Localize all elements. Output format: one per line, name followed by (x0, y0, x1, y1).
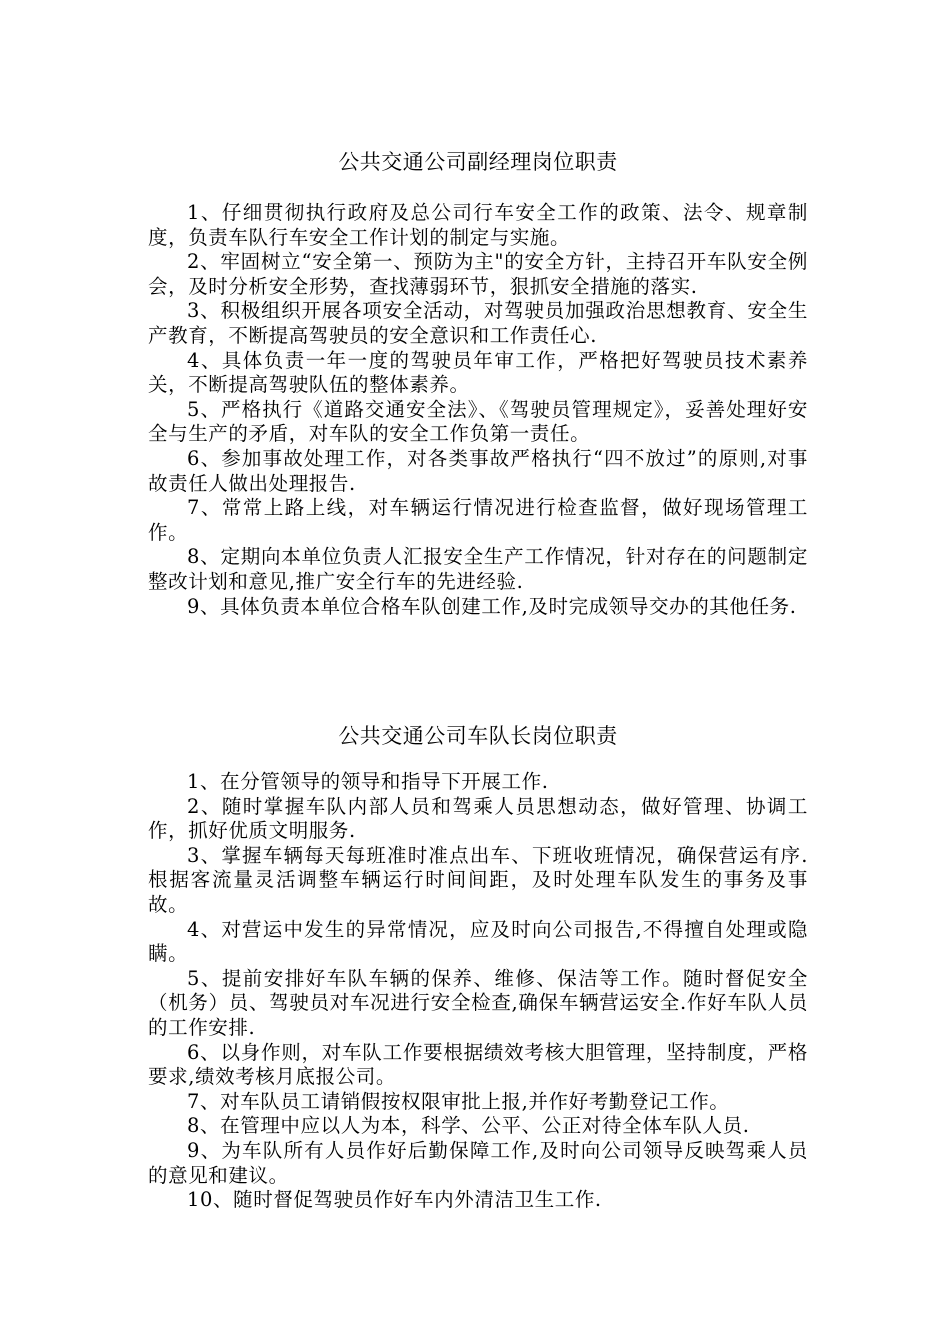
duty-item: 4、具体负责一年一度的驾驶员年审工作，严格把好驾驶员技术素养关，不断提高驾驶队伍的整体素养。 (148, 348, 808, 397)
duty-item: 6、以身作则，对车队工作要根据绩效考核大胆管理，坚持制度，严格要求,绩效考核月底报公司。 (148, 1040, 808, 1089)
duty-list-deputy-manager (148, 201, 808, 619)
duty-item: 9、具体负责本单位合格车队创建工作,及时完成领导交办的其他任务. (187, 594, 797, 618)
duty-item: 10、随时督促驾驶员作好车内外清洁卫生工作. (187, 1188, 602, 1212)
duty-list-fleet-captain (148, 770, 808, 1213)
duty-item: 1、仔细贯彻执行政府及总公司行车安全工作的政策、法令、规章制度，负责车队行车安全工作计划的制定与实施。 (148, 201, 808, 249)
duty-item: 5、严格执行《道路交通安全法》、《驾驶员管理规定》，妥善处理好安全与生产的矛盾，对车队的安全工作负第一责任。 (148, 397, 808, 446)
duty-item: 2、随时掌握车队内部人员和驾乘人员思想动态，做好管理、协调工作，抓好优质文明服务. (148, 794, 808, 843)
duty-item: 7、常常上路上线，对车辆运行情况进行检查监督，做好现场管理工作。 (148, 496, 808, 544)
duty-item: 6、参加事故处理工作，对各类事故严格执行“四不放过”的原则,对事故责任人做出处理报告. (148, 446, 808, 495)
section-title-fleet-captain: 公共交通公司车队长岗位职责 (338, 724, 618, 748)
duty-item: 8、在管理中应以人为本，科学、公平、公正对待全体车队人员. (187, 1114, 750, 1138)
duty-item: 4、对营运中发生的异常情况，应及时向公司报告,不得擅自处理或隐瞒。 (148, 917, 808, 966)
duty-item: 1、在分管领导的领导和指导下开展工作. (187, 770, 549, 793)
duty-item: 3、掌握车辆每天每班准时准点出车、下班收班情况，确保营运有序.根据客流量灵活调整车辆运行时间间距，及时处理车队发生的事务及事故。 (148, 843, 808, 916)
duty-item: 5、提前安排好车队车辆的保养、维修、保洁等工作。随时督促安全（机务）员、驾驶员对车况进行安全检查,确保车辆营运安全.作好车队人员的工作安排. (148, 966, 808, 1039)
duty-item: 2、牢固树立“安全第一、预防为主"的安全方针，主持召开车队安全例会，及时分析安全形势，查找薄弱环节，狠抓安全措施的落实. (148, 250, 808, 298)
duty-item: 3、积极组织开展各项安全活动，对驾驶员加强政治思想教育、安全生产教育，不断提高驾驶员的安全意识和工作责任心. (148, 299, 808, 347)
duty-item: 9、为车队所有人员作好后勤保障工作,及时向公司领导反映驾乘人员的意见和建议。 (148, 1138, 808, 1187)
duty-item: 7、对车队员工请销假按权限审批上报,并作好考勤登记工作。 (187, 1089, 730, 1113)
section-title-deputy-manager: 公共交通公司副经理岗位职责 (338, 150, 618, 174)
duty-item: 8、定期向本单位负责人汇报安全生产工作情况，针对存在的问题制定整改计划和意见,推广安全行车的先进经验. (148, 545, 808, 593)
